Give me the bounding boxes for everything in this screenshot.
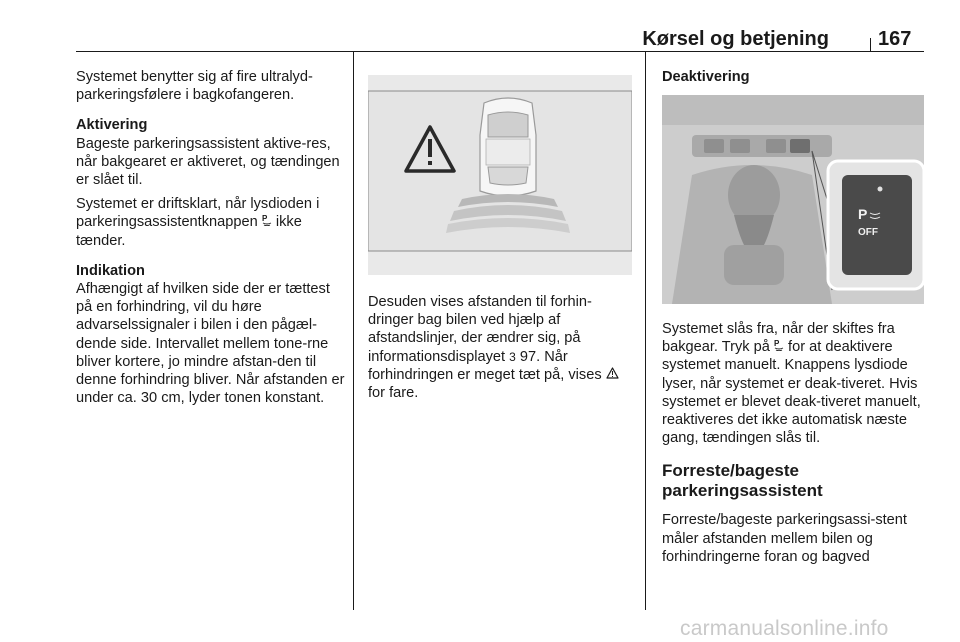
column-divider-left — [353, 52, 354, 610]
front-rear-paragraph: Forreste/bageste parkeringsassi-stent måler afstanden mellem bilen og forhindringerne foran og bagved — [662, 512, 907, 565]
parking-sensor-icon — [774, 338, 784, 356]
deactivation-paragraph — [662, 320, 926, 447]
console-button-figure — [662, 95, 924, 304]
svg-text:P: P — [773, 339, 780, 349]
deactivation-text-b: for at deaktivere systemet manuelt. Knappens lysdiode lyser, når systemet er deak-tiveret. Hvis systemet er blevet deak-tiveret manuelt, reaktiveres det ikke automatisk næste gang, tændingen slås til. — [662, 339, 921, 447]
intro-paragraph: Systemet benytter sig af fire ultralyd-parkeringsfølere i bagkofangeren. — [76, 69, 313, 104]
activation-paragraph-2 — [76, 195, 348, 250]
column-3-text — [662, 320, 926, 566]
activation-text-b: ikke tænder. — [76, 214, 302, 249]
distance-text-ref: 97. Når forhindringen er meget tæt på, vises — [368, 348, 602, 383]
indication-heading: Indikation — [76, 262, 145, 279]
button-label-p: P — [858, 206, 868, 222]
parking-display-illustration — [368, 75, 632, 275]
page-header-title: Kørsel og betjening — [642, 28, 829, 50]
page-reference-icon: 3 — [509, 349, 516, 364]
svg-text:P: P — [261, 214, 268, 224]
deactivation-heading: Deaktivering — [662, 69, 750, 85]
front-rear-heading: Forreste/bageste parkeringsassistent — [662, 461, 823, 501]
button-label-off: OFF — [858, 227, 878, 238]
indication-paragraph: Afhængigt af hvilken side der er tættest på en forhindring, vil du høre advarselssignaler i bilen i den pågæl-dende side. Intervallet mellem tone-rne bliver kortere, jo mindre afstan-den til denne forhindring bliver. Når afstanden er under ca. 30 cm, lyder tonen konstant. — [76, 281, 345, 407]
parking-sensor-icon — [262, 213, 272, 231]
console-illustration — [662, 95, 924, 304]
warning-triangle-icon — [606, 366, 619, 384]
parking-display-figure — [368, 75, 632, 275]
activation-text-a: Systemet er driftsklart, når lysdioden i parkeringsassistentknappen — [76, 196, 320, 231]
distance-text-b: for fare. — [368, 385, 419, 402]
watermark: carmanualsonline.info — [680, 617, 889, 640]
header-rule — [76, 51, 924, 52]
car-top-view — [480, 98, 536, 196]
column-divider-right — [645, 52, 646, 610]
column-1 — [76, 68, 348, 407]
distance-paragraph — [368, 293, 634, 402]
activation-paragraph-1: Bageste parkeringsassistent aktive-res, når bakgearet er aktiveret, og tændingen er slået til. — [76, 135, 340, 189]
distance-text-a: Desuden vises afstanden til forhin-dringer bag bilen ved hjælp af afstandslinjer, der ændrer sig, på informationsdisplayet — [368, 294, 592, 365]
page-number: 167 — [878, 28, 912, 50]
column-2 — [368, 293, 634, 402]
activation-heading: Aktivering — [76, 117, 148, 134]
deactivation-text-a: Systemet slås fra, når der skiftes fra bakgear. Tryk på — [662, 321, 895, 356]
header-tick — [870, 38, 871, 52]
